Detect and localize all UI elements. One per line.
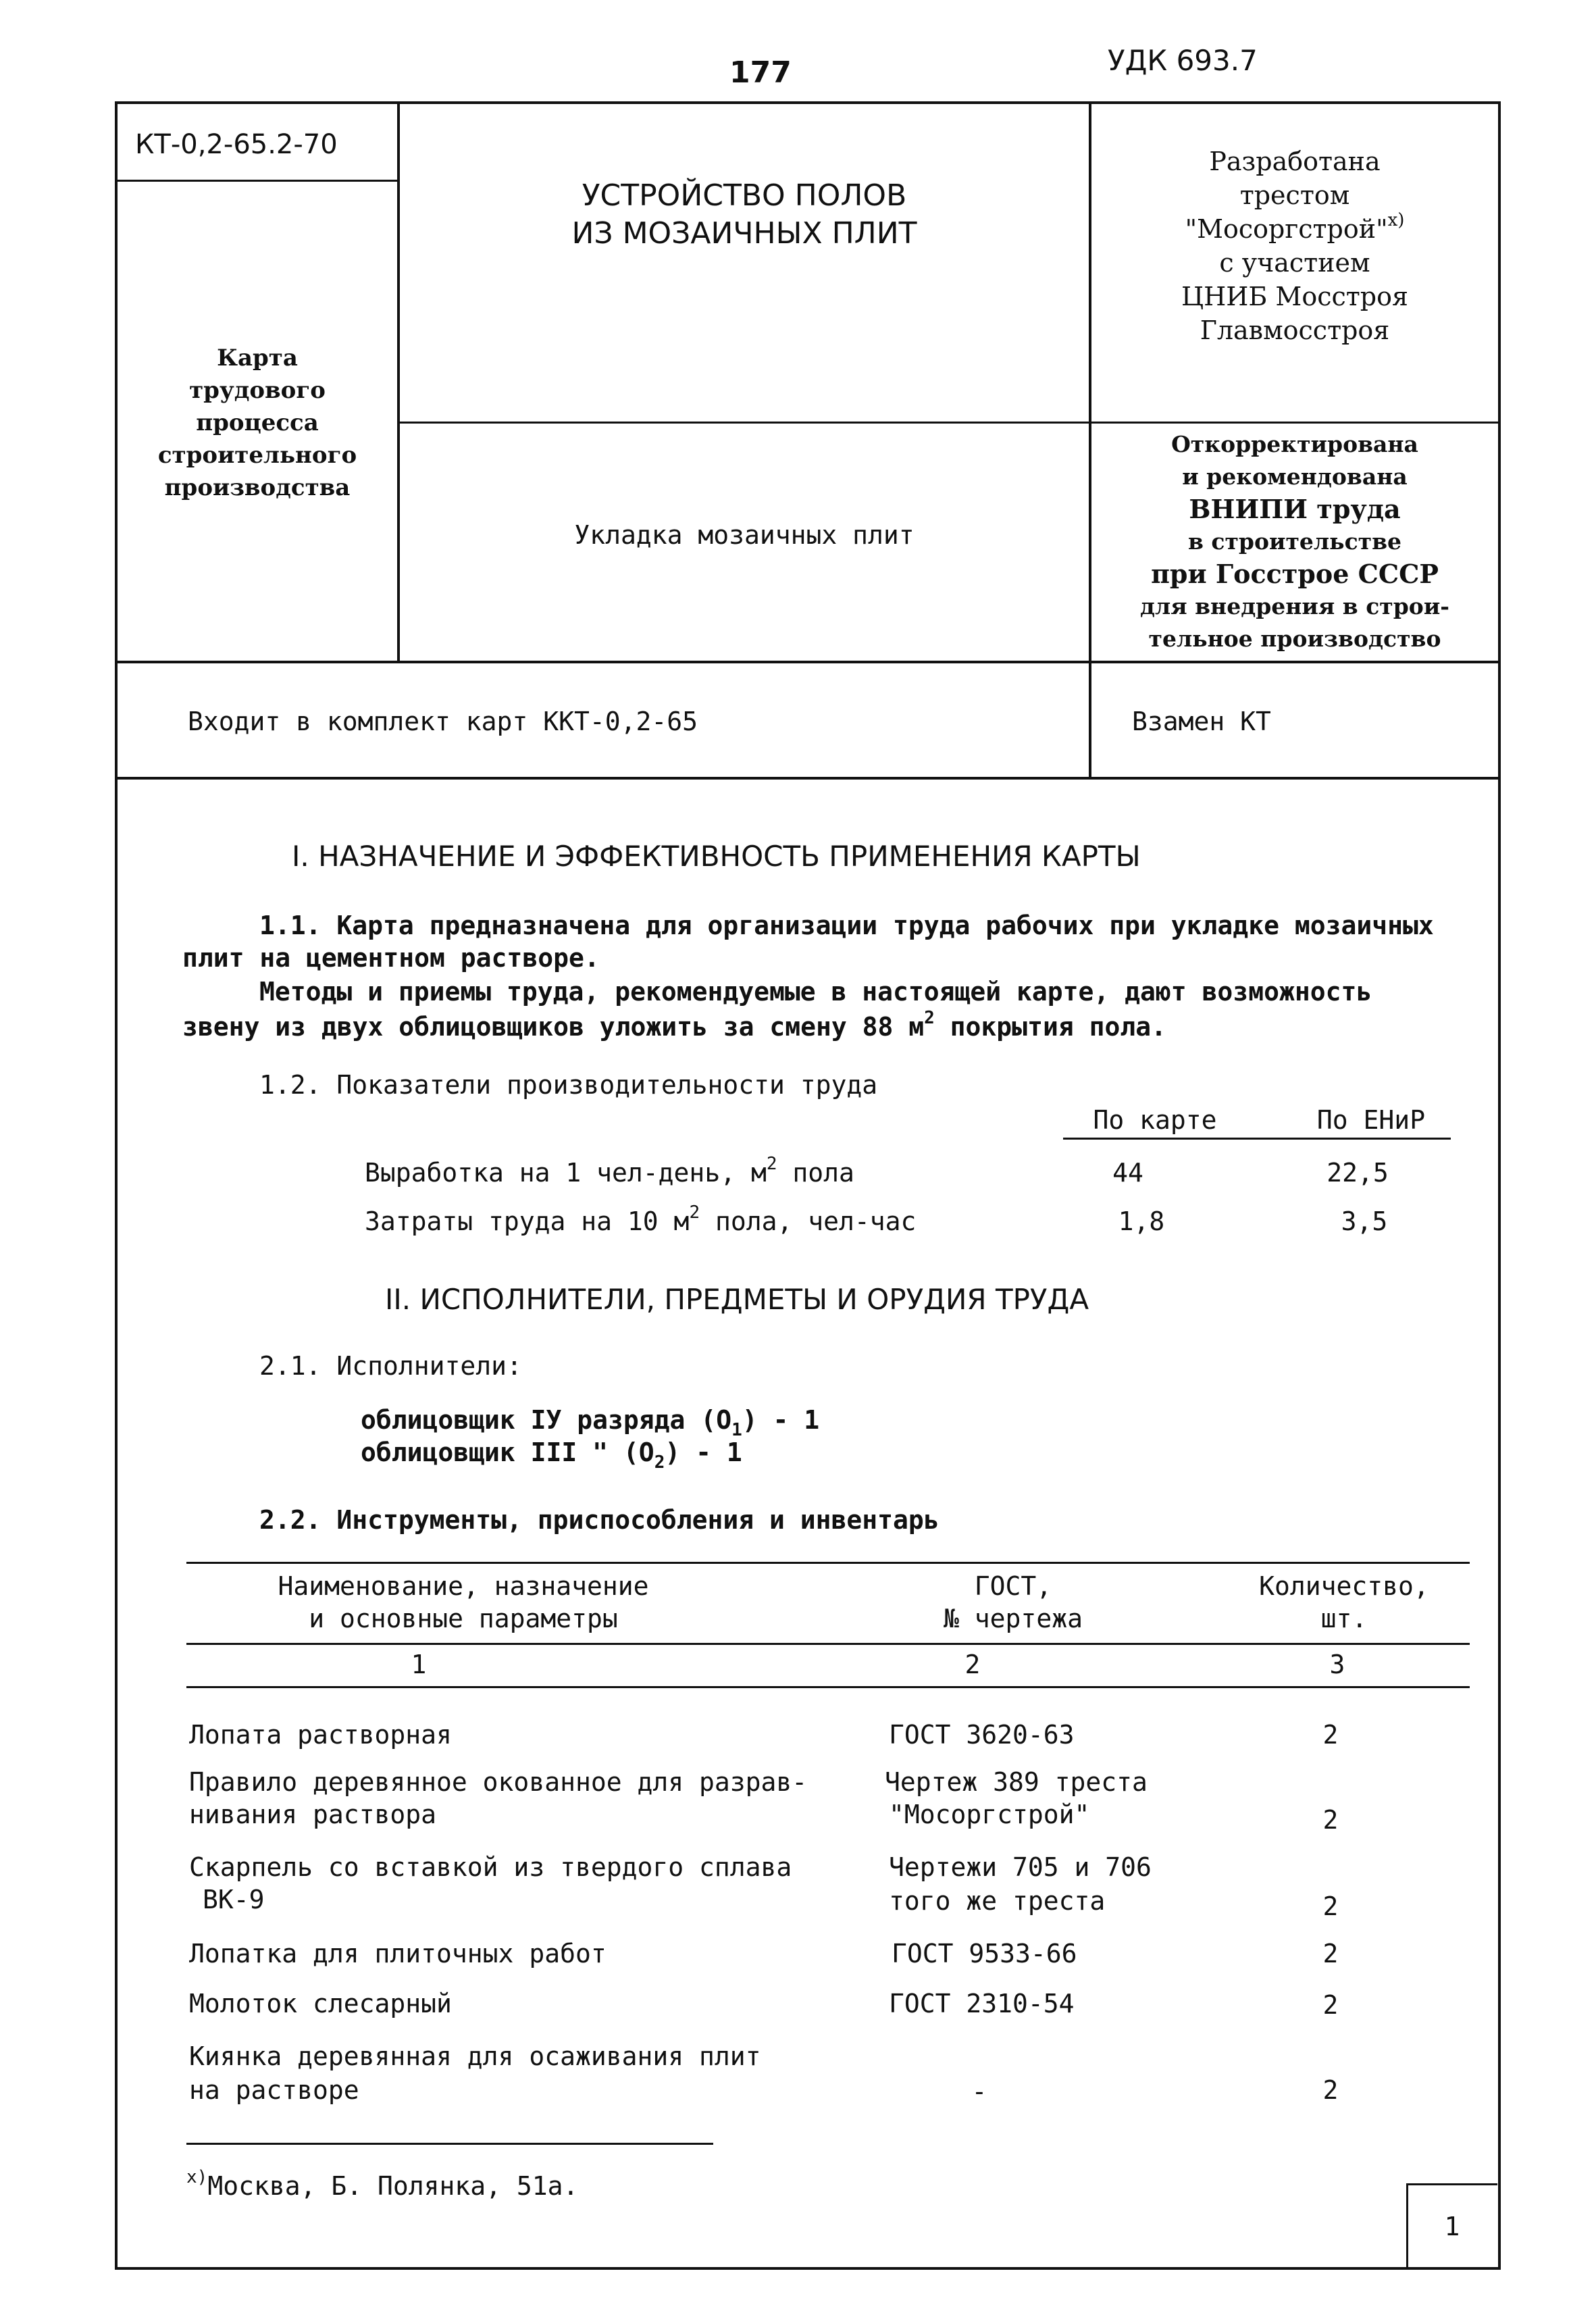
corrected-line: Откорректирована bbox=[1171, 431, 1418, 457]
footnote-mark: х) bbox=[186, 2167, 208, 2187]
perf-labor-enir: 3,5 bbox=[1341, 1206, 1388, 1236]
para-1-1-line2: плит на цементном растворе. bbox=[182, 943, 600, 973]
perf-row-output bbox=[365, 1156, 854, 1189]
tool-qty: 2 bbox=[1322, 1720, 1339, 1750]
page-number: 177 bbox=[729, 55, 792, 90]
th-gost bbox=[865, 1570, 1162, 1635]
tool-gost: ГОСТ 3620-63 bbox=[889, 1720, 1075, 1750]
tool-qty: 2 bbox=[1322, 1805, 1339, 1835]
tool-gost: "Мосоргстрой" bbox=[889, 1800, 1090, 1829]
card-type bbox=[118, 342, 397, 504]
tool-name: Лопата растворная bbox=[189, 1720, 452, 1750]
perf-label: пола bbox=[777, 1158, 854, 1188]
col-header-enir: По ЕНиР bbox=[1316, 1105, 1426, 1135]
worker-text: ) - 1 bbox=[742, 1405, 820, 1435]
corrected-line: в строительстве bbox=[1187, 528, 1402, 555]
frame-right bbox=[1498, 101, 1501, 2270]
perf-row-labor bbox=[365, 1202, 917, 1238]
table-top-line bbox=[186, 1562, 1470, 1564]
worker-text: облицовщик IУ разряда (О bbox=[361, 1405, 732, 1435]
developer-line: Разработана bbox=[1209, 147, 1381, 176]
kit-text: Входит в комплект карт ККТ-0,2-65 bbox=[188, 707, 698, 736]
th-qty-line: шт. bbox=[1320, 1604, 1368, 1633]
superscript: 2 bbox=[689, 1202, 700, 1223]
para-text: покрытия пола. bbox=[934, 1012, 1166, 1042]
th-qty bbox=[1243, 1570, 1445, 1635]
udk-code: УДК 693.7 bbox=[1108, 44, 1258, 77]
para-text: звену из двух облицовщиков уложить за смену 88 м bbox=[182, 1012, 925, 1042]
corrected-line: тельное производство bbox=[1148, 626, 1441, 652]
card-type-line: процесса bbox=[196, 409, 319, 436]
card-type-line: строительного bbox=[157, 442, 357, 469]
tool-name: Скарпель со вставкой из твердого сплава bbox=[189, 1852, 792, 1882]
developer-org: "Мосоргстрой" bbox=[1185, 214, 1388, 244]
superscript: 2 bbox=[766, 1154, 777, 1174]
card-type-line: Карта bbox=[217, 345, 298, 372]
corrected-line: для внедрения в строи- bbox=[1140, 593, 1449, 619]
table-colnum-line bbox=[186, 1686, 1470, 1688]
replaces-text: Взамен КТ bbox=[1132, 707, 1271, 736]
worker-text: ) - 1 bbox=[665, 1438, 742, 1467]
tool-name: нивания раствора bbox=[189, 1800, 437, 1829]
developer-line bbox=[1091, 212, 1498, 246]
th-gost-line: № чертежа bbox=[944, 1604, 1083, 1633]
frame-bottom bbox=[115, 2267, 1501, 2270]
card-title-line: УСТРОЙСТВО ПОЛОВ bbox=[582, 178, 907, 213]
para-2-1: 2.1. Исполнители: bbox=[259, 1351, 522, 1381]
perf-output-enir: 22,5 bbox=[1327, 1158, 1389, 1188]
table-header-line bbox=[186, 1643, 1470, 1645]
footnote-mark: х) bbox=[1387, 210, 1405, 230]
perf-label: Выработка на 1 чел-день, м bbox=[365, 1158, 767, 1188]
card-subtitle: Укладка мозаичных плит bbox=[574, 520, 915, 550]
th-name-line: Наименование, назначение bbox=[278, 1571, 649, 1601]
tool-gost: - bbox=[971, 2077, 987, 2106]
tool-qty: 2 bbox=[1322, 1990, 1339, 2020]
perf-label: пола, чел-час bbox=[700, 1206, 917, 1236]
th-name-line: и основные параметры bbox=[309, 1604, 618, 1633]
para-methods-line2 bbox=[182, 1008, 1166, 1043]
tool-name: Правило деревянное окованное для разрав- bbox=[189, 1767, 808, 1797]
tool-gost: Чертежи 705 и 706 bbox=[889, 1852, 1152, 1882]
tool-name: ВК-9 bbox=[203, 1885, 265, 1914]
developer-block bbox=[1091, 145, 1498, 347]
subscript: 2 bbox=[654, 1452, 665, 1473]
footnote-separator bbox=[186, 2143, 713, 2145]
card-type-line: производства bbox=[164, 474, 351, 501]
card-title-line: ИЗ МОЗАИЧНЫХ ПЛИТ bbox=[571, 216, 917, 251]
sheet-number: 1 bbox=[1444, 2212, 1460, 2241]
tool-gost: Чертеж 389 треста bbox=[885, 1767, 1148, 1797]
th-gost-line: ГОСТ, bbox=[974, 1571, 1052, 1601]
col-number-3: 3 bbox=[1329, 1650, 1345, 1679]
developer-line: Главмосстроя bbox=[1200, 315, 1390, 345]
para-1-2: 1.2. Показатели производительности труда bbox=[259, 1070, 878, 1100]
card-code: КТ-0,2-65.2-70 bbox=[135, 129, 338, 160]
card-title bbox=[400, 177, 1089, 253]
tool-qty: 2 bbox=[1322, 2075, 1339, 2105]
developer-line: трестом bbox=[1239, 180, 1350, 210]
col-header-underline bbox=[1063, 1138, 1451, 1140]
para-2-2: 2.2. Инструменты, приспособления и инвентарь bbox=[259, 1505, 939, 1535]
tool-qty: 2 bbox=[1322, 1891, 1339, 1921]
perf-output-card: 44 bbox=[1112, 1158, 1143, 1188]
worker-text: облицовщик III " (О bbox=[361, 1438, 654, 1467]
grid-h-header-bottom bbox=[115, 661, 1501, 663]
para-1-1-line1: 1.1. Карта предназначена для организации труда рабочих при укладке мозаичных bbox=[259, 911, 1434, 940]
perf-labor-card: 1,8 bbox=[1118, 1206, 1165, 1236]
developer-line: с участием bbox=[1219, 248, 1370, 278]
para-methods-line1: Методы и приемы труда, рекомендуемые в настоящей карте, дают возможность bbox=[259, 977, 1372, 1007]
tool-gost: ГОСТ 2310-54 bbox=[889, 1989, 1075, 2018]
superscript: 2 bbox=[924, 1008, 935, 1028]
subscript: 1 bbox=[731, 1420, 742, 1440]
corrected-by-block bbox=[1091, 428, 1498, 655]
card-type-line: трудового bbox=[189, 377, 326, 404]
grid-h-kit-bottom bbox=[115, 777, 1501, 780]
grid-h-code bbox=[115, 180, 398, 182]
tool-name: Киянка деревянная для осаживания плит bbox=[189, 2041, 761, 2071]
corrected-line: и рекомендована bbox=[1182, 463, 1408, 490]
col-header-card: По карте bbox=[1093, 1105, 1217, 1135]
perf-label: Затраты труда на 10 м bbox=[365, 1206, 690, 1236]
tool-name: на растворе bbox=[189, 2075, 359, 2105]
corrected-line: ВНИПИ труда bbox=[1189, 494, 1401, 524]
footnote bbox=[186, 2167, 579, 2202]
corrected-line: при Госстрое СССР bbox=[1151, 559, 1439, 589]
tool-name: Молоток слесарный bbox=[189, 1989, 452, 2018]
section2-heading: II. ИСПОЛНИТЕЛИ, ПРЕДМЕТЫ И ОРУДИЯ ТРУДА bbox=[385, 1283, 1089, 1316]
tool-gost: ГОСТ 9533-66 bbox=[892, 1939, 1077, 1968]
tool-name: Лопатка для плиточных работ bbox=[189, 1939, 607, 1968]
col-number-2: 2 bbox=[964, 1650, 981, 1679]
th-name bbox=[186, 1570, 740, 1635]
developer-line: ЦНИБ Мосстроя bbox=[1181, 282, 1408, 311]
worker-2 bbox=[361, 1436, 742, 1473]
tool-gost: того же треста bbox=[889, 1886, 1106, 1916]
footnote-text: Москва, Б. Полянка, 51а. bbox=[207, 2171, 579, 2201]
th-qty-line: Количество, bbox=[1259, 1571, 1429, 1601]
grid-h-mid bbox=[398, 422, 1499, 424]
section1-heading: I. НАЗНАЧЕНИЕ И ЭФФЕКТИВНОСТЬ ПРИМЕНЕНИЯ КАРТЫ bbox=[292, 840, 1141, 873]
col-number-1: 1 bbox=[411, 1650, 427, 1679]
frame-top bbox=[115, 101, 1501, 104]
tool-qty: 2 bbox=[1322, 1939, 1339, 1968]
worker-1 bbox=[361, 1404, 820, 1440]
